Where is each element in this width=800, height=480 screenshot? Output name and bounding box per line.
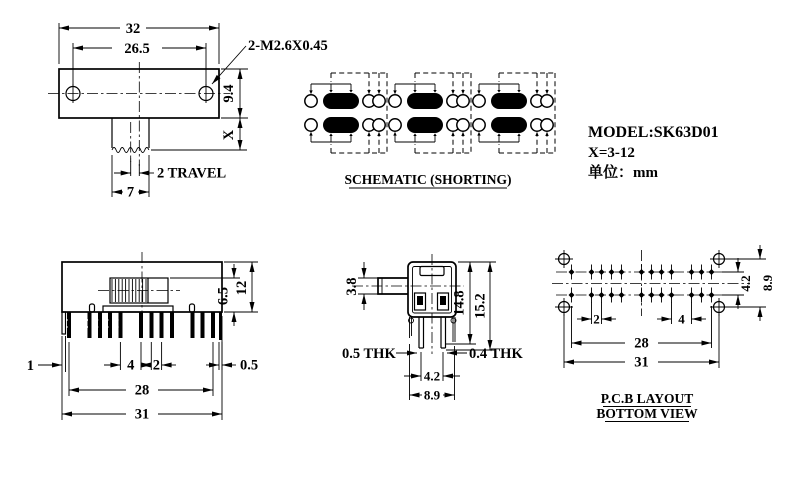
pcb-caption-line2: BOTTOM VIEW <box>596 406 698 421</box>
dim-pcb-hole-span-label: 31 <box>634 354 649 371</box>
front-view-drawing <box>27 252 258 423</box>
dim-pcb-group-gap-label: 4 <box>678 311 685 327</box>
title-block <box>588 124 719 181</box>
schematic-drawing <box>305 73 555 188</box>
dim-stem-x-label: X <box>221 129 237 141</box>
dim-hole-rows-label: 8.9 <box>760 274 775 292</box>
dim-front-width-label: 31 <box>134 406 150 423</box>
dim-leg-span-label: 8.9 <box>423 387 441 403</box>
dim-hole-span-label: 26.5 <box>124 41 150 57</box>
dim-overall-width-label: 32 <box>125 21 141 37</box>
top-view-drawing <box>48 21 328 201</box>
dim-side-body-label: 14.8 <box>451 290 468 316</box>
dim-row-gap-label: 4.2 <box>738 275 753 292</box>
dim-pcb-pitch-label: 2 <box>593 311 600 327</box>
dim-front-pin-span-label: 28 <box>134 382 150 399</box>
dim-front-pitch-label: 2 <box>152 357 161 374</box>
dim-pcb-pin-span-label: 28 <box>634 335 649 352</box>
thread-callout-label: 2-M2.6X0.45 <box>248 38 328 54</box>
side-view-drawing <box>342 254 523 403</box>
dim-side-total-label: 15.2 <box>472 293 489 319</box>
schematic-caption: SCHEMATIC (SHORTING) <box>344 172 512 187</box>
pcb-pad-row-top <box>569 269 715 275</box>
dim-stem-width-label: 7 <box>126 184 135 201</box>
unit-label: 单位：mm <box>588 165 658 181</box>
dim-side-stem-label: 3.8 <box>344 277 360 296</box>
x-range-label: X=3-12 <box>588 145 635 161</box>
model-label: MODEL:SK63D01 <box>588 124 719 141</box>
dim-body-height-label: 9.4 <box>221 84 237 103</box>
pcb-caption-line1: P.C.B LAYOUT <box>600 391 694 406</box>
travel-label: 2 TRAVEL <box>157 165 227 182</box>
dim-front-height-label: 12 <box>234 280 250 296</box>
thk-left-label: 0.5 THK <box>342 346 396 362</box>
thk-right-label: 0.4 THK <box>469 346 523 362</box>
dim-front-upper-label: 6.5 <box>215 286 232 306</box>
dim-edge-pin-label: 1 <box>26 358 34 374</box>
dim-leg-gap-label: 4.2 <box>423 368 441 384</box>
dim-front-group-gap-label: 4 <box>127 357 135 374</box>
front-view-pins <box>67 312 215 338</box>
pcb-pad-row-bottom <box>569 292 715 298</box>
dim-pin-thk-label: 0.5 <box>240 357 259 374</box>
pcb-layout-drawing <box>552 245 775 422</box>
